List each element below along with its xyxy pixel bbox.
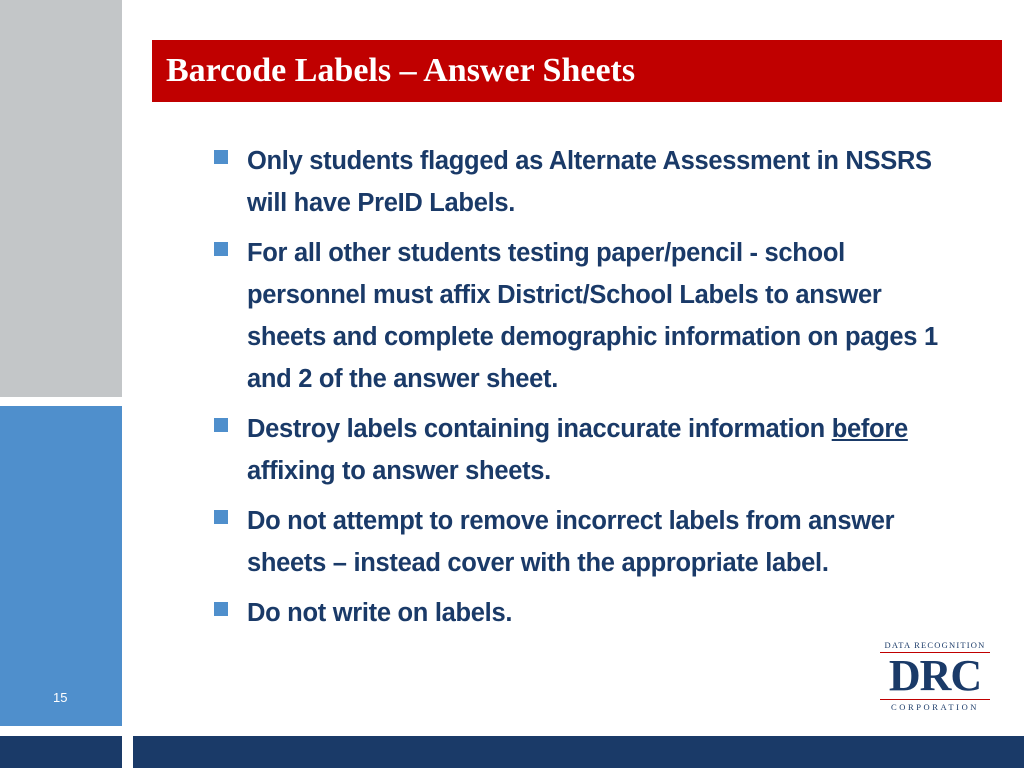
square-bullet-icon [214,510,228,524]
square-bullet-icon [214,242,228,256]
bullet-list [212,140,952,642]
bullet-text-before: Destroy labels containing inaccurate information [247,415,832,443]
footer-bar-left [0,736,122,768]
slide-title: Barcode Labels – Answer Sheets [166,52,636,89]
footer-bar-right [133,736,1024,768]
bullet-text: Only students flagged as Alternate Assessment in NSSRS will have PreID Labels. [247,147,932,217]
drc-logo [880,640,990,710]
logo-main-text: DRC [888,651,982,700]
title-bar [152,40,1002,102]
sidebar-gray-panel [0,0,122,397]
bullet-item [212,408,952,492]
sidebar-blue-panel [0,406,122,726]
square-bullet-icon [214,150,228,164]
logo-bottom-text: CORPORATION [880,699,990,712]
slide-number: 15 [53,690,68,705]
bullet-emphasis: before [831,415,908,443]
bullet-item [212,500,952,584]
square-bullet-icon [214,602,228,616]
square-bullet-icon [214,418,228,432]
bullet-item [212,232,952,400]
bullet-item [212,592,952,634]
bullet-text-after: affixing to answer sheets. [247,457,551,485]
bullet-item [212,140,952,224]
bullet-text: Do not write on labels. [247,599,513,627]
bullet-text: Do not attempt to remove incorrect labels from answer sheets – instead cover with the appropriate label. [247,507,895,577]
bullet-text: For all other students testing paper/pencil - school personnel must affix District/School Labels to answer sheets and complete demographic information on pages 1 and 2 of the answer sheet. [247,239,938,393]
logo-top-text: DATA RECOGNITION [880,640,990,653]
